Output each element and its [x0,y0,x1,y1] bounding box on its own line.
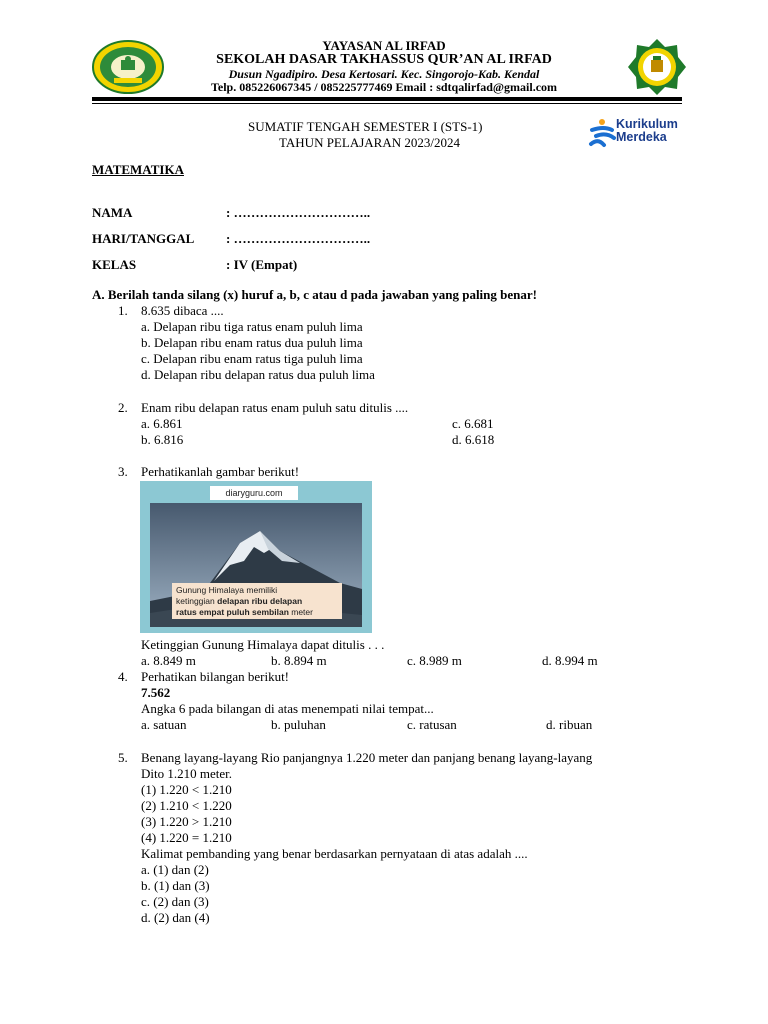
q1-option-b[interactable]: b. Delapan ribu enam ratus dua puluh lima [141,335,363,350]
q5-option-a[interactable]: a. (1) dan (2) [141,862,209,877]
q4-text: Perhatikan bilangan berikut! [141,669,290,684]
q2-option-c[interactable]: c. 6.681 [452,416,494,431]
letterhead-rule-thick [92,97,682,101]
q4-option-b[interactable]: b. puluhan [271,717,326,732]
q5-text-line2: Dito 1.210 meter. [141,766,232,781]
q3-option-a[interactable]: a. 8.849 m [141,653,196,668]
q4-number-value: 7.562 [141,685,171,700]
q1-number: 1. [118,303,128,318]
q5-option-b[interactable]: b. (1) dan (3) [141,878,210,893]
kurikulum-merdeka-text: Kurikulum Merdeka [616,117,678,144]
image-caption: Gunung Himalaya memiliki ketinggian delapan ribu delapan ratus empat puluh sembilan meter [172,583,342,619]
q2-number: 2. [118,400,128,415]
school-name: SEKOLAH DASAR TAKHASSUS QUR’AN AL IRFAD [216,52,552,67]
q3-question: Ketinggian Gunung Himalaya dapat ditulis . . . [141,637,385,652]
q3-option-b[interactable]: b. 8.894 m [271,653,327,668]
q5-question: Kalimat pembanding yang benar berdasarkan pernyataan di atas adalah .... [141,846,528,861]
foundation-name: YAYASAN AL IRFAD [322,38,446,53]
q3-option-c[interactable]: c. 8.989 m [407,653,462,668]
himalaya-image [140,481,372,633]
q1-text: 8.635 dibaca .... [141,303,224,318]
q5-statement-1: (1) 1.220 < 1.210 [141,782,232,797]
q5-option-c[interactable]: c. (2) dan (3) [141,894,209,909]
hari-tanggal-field[interactable]: : ………………………….. [226,231,371,246]
q2-option-b[interactable]: b. 6.816 [141,432,184,447]
q4-option-c[interactable]: c. ratusan [407,717,457,732]
q4-question: Angka 6 pada bilangan di atas menempati nilai tempat... [141,701,434,716]
kelas-label: KELAS [92,257,137,272]
q3-text: Perhatikanlah gambar berikut! [141,464,300,479]
nama-label: NAMA [92,205,133,220]
q4-option-d[interactable]: d. ribuan [546,717,593,732]
school-address: Dusun Ngadipiro. Desa Kertosari. Kec. Singorojo-Kab. Kendal [228,67,540,81]
q1-option-d[interactable]: d. Delapan ribu delapan ratus dua puluh lima [141,367,375,382]
subject-title: MATEMATIKA [92,162,184,177]
q4-option-a[interactable]: a. satuan [141,717,187,732]
q2-text: Enam ribu delapan ratus enam puluh satu ditulis .... [141,400,409,415]
q2-option-a[interactable]: a. 6.861 [141,416,183,431]
school-contact: Telp. 085226067345 / 085225777469 Email : sdtqalirfad@gmail.com [210,80,558,94]
q2-option-d[interactable]: d. 6.618 [452,432,495,447]
nama-field[interactable]: : ………………………….. [226,205,371,220]
q5-text-line1: Benang layang-layang Rio panjangnya 1.220 meter dan panjang benang layang-layang [141,750,593,765]
image-site-label: diaryguru.com [210,486,298,500]
q5-statement-4: (4) 1.220 = 1.210 [141,830,232,845]
q5-statement-3: (3) 1.220 > 1.210 [141,814,232,829]
q1-option-c[interactable]: c. Delapan ribu enam ratus tiga puluh lima [141,351,363,366]
school-logo-right [627,38,687,96]
kelas-value: : IV (Empat) [226,257,298,272]
q3-option-d[interactable]: d. 8.994 m [542,653,598,668]
q5-number: 5. [118,750,128,765]
q5-statement-2: (2) 1.210 < 1.220 [141,798,232,813]
exam-title: SUMATIF TENGAH SEMESTER I (STS-1) [248,119,483,134]
hari-tanggal-label: HARI/TANGGAL [92,231,195,246]
letterhead-rule-thin [92,103,682,104]
q1-option-a[interactable]: a. Delapan ribu tiga ratus enam puluh lima [141,319,363,334]
q3-number: 3. [118,464,128,479]
q5-option-d[interactable]: d. (2) dan (4) [141,910,210,925]
q4-number: 4. [118,669,128,684]
section-a-instruction: A. Berilah tanda silang (x) huruf a, b, c atau d pada jawaban yang paling benar! [92,287,537,302]
exam-year: TAHUN PELAJARAN 2023/2024 [279,135,460,150]
